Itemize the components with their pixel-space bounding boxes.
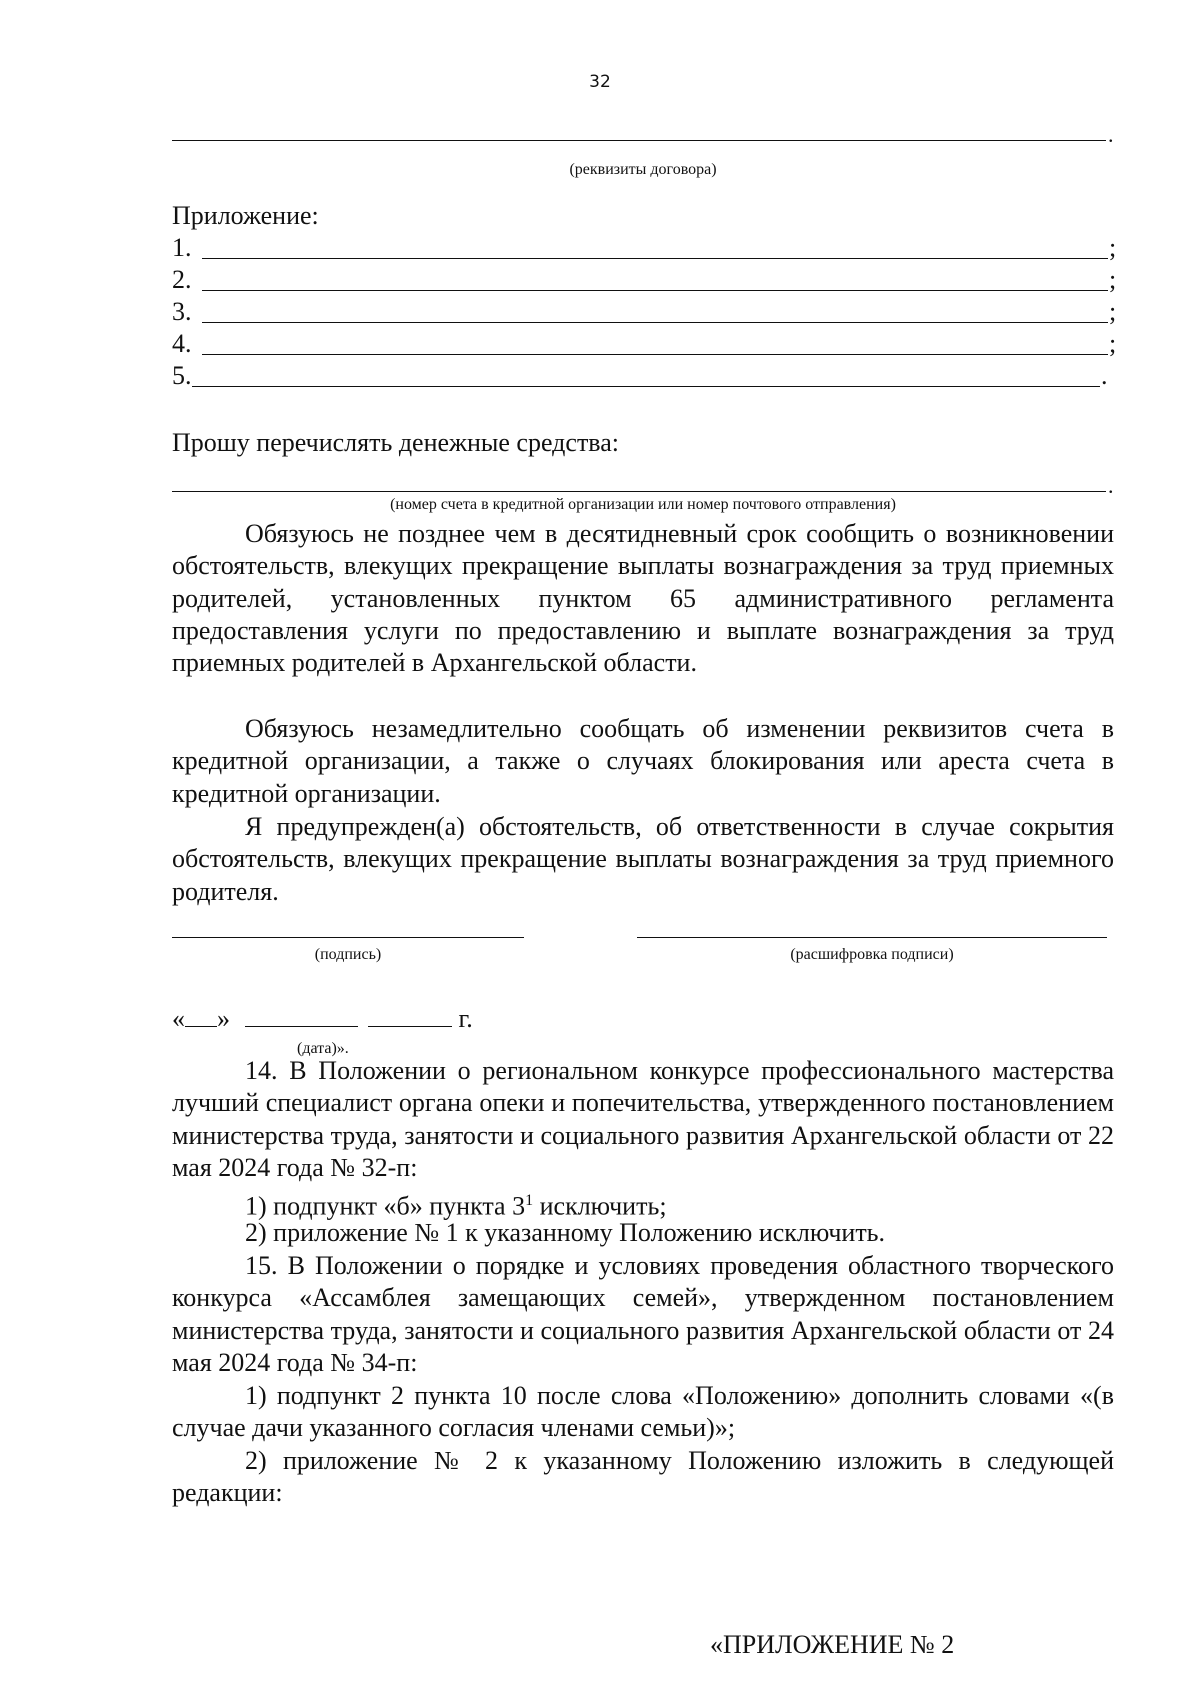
account-number-caption: (номер счета в кредитной организации или номер почтового отправления) [390,496,896,513]
section-14-item-1-text: 1) подпункт «б» пункта 3 [245,1191,526,1221]
attachment-item-number: 4. [172,329,192,358]
contract-details-caption: (реквизиты договора) [569,161,717,178]
signature-line [172,937,524,938]
date-open-quote: « [172,1004,185,1033]
attachment-item-line [202,290,1108,291]
contract-details-line-end: . [1108,122,1114,147]
appendix-title: «ПРИЛОЖЕНИЕ № 2 [710,1630,955,1659]
attachment-item-end: ; [1109,265,1117,294]
attachment-item-number: 5. [172,361,192,390]
date-year-suffix: г. [458,1004,473,1033]
attachment-item-line [202,258,1108,259]
page-number: 32 [589,72,611,92]
date-year-blank [368,1002,452,1027]
attachment-item-end: ; [1109,329,1117,358]
attachment-item-number: 1. [172,233,192,262]
obligation-paragraph: Обязуюсь не позднее чем в десятидневный срок сообщить о возникновении обстоятельств, влекущих прекращение выплаты вознаграждения за труд приемных родителей, установленных пунктом 65 административного регламента предоставления услуги по предоставлению и выплате вознаграждения за труд приемных родителей в Архангельской области. [172,519,1114,678]
attachment-item [172,233,1117,263]
obligation-paragraph: Обязуюсь незамедлительно сообщать об изменении реквизитов счета в кредитной организации, а также о случаях блокирования или ареста счета в кредитной организации. [172,714,1114,808]
contract-details-line [172,140,1106,141]
attachment-item [172,361,1114,391]
section-14-item-1-superscript: 1 [525,1192,534,1209]
attachment-item [172,265,1117,295]
date-close-quote: » [217,1004,230,1033]
signature-decode-line [637,937,1107,938]
section-15-intro: 15. В Положении о порядке и условиях проведения областного творческого конкурса «Ассамблея замещающих семей», утвержденном постановлением министерства труда, занятости и социального развития Архангельской области от 24 мая 2024 года № 34-п: [172,1251,1114,1377]
date-day-blank [185,1002,217,1027]
signature-caption: (подпись) [314,946,382,963]
signature-decode-caption: (расшифровка подписи) [790,946,954,963]
section-14-item-2: 2) приложение № 1 к указанному Положению исключить. [245,1218,886,1247]
attachment-item-number: 2. [172,265,192,294]
attachment-item-end: ; [1109,233,1117,262]
account-number-line [172,491,1106,492]
date-caption: (дата)». [297,1040,349,1057]
transfer-title: Прошу перечислять денежные средства: [172,428,620,457]
date-row [172,1002,473,1034]
attachment-item-line [192,386,1100,387]
attachment-title: Приложение: [172,201,319,230]
attachment-item-line [202,322,1108,323]
attachment-item [172,329,1117,359]
account-number-line-end: . [1108,473,1114,498]
obligation-paragraph: Я предупрежден(а) обстоятельств, об ответственности в случае сокрытия обстоятельств, влекущих прекращение выплаты вознаграждения за труд приемного родителя. [172,812,1114,906]
date-month-blank [245,1002,358,1027]
attachment-item [172,297,1117,327]
section-15-item-2: 2) приложение № 2 к указанному Положению изложить в следующей редакции: [172,1446,1114,1508]
section-14-item-1-tail: исключить; [533,1191,667,1221]
section-15-item-1: 1) подпункт 2 пункта 10 после слова «Положению» дополнить словами «(в случае дачи указанного согласия членами семьи)»; [172,1381,1114,1443]
section-14-intro: 14. В Положении о региональном конкурсе профессионального мастерства лучший специалист органа опеки и попечительства, утвержденного постановлением министерства труда, занятости и социального развития Архангельской области от 22 мая 2024 года № 32-п: [172,1056,1114,1182]
attachment-item-end: ; [1109,297,1117,326]
attachment-item-number: 3. [172,297,192,326]
attachment-item-end: . [1101,361,1108,390]
attachment-item-line [202,354,1108,355]
